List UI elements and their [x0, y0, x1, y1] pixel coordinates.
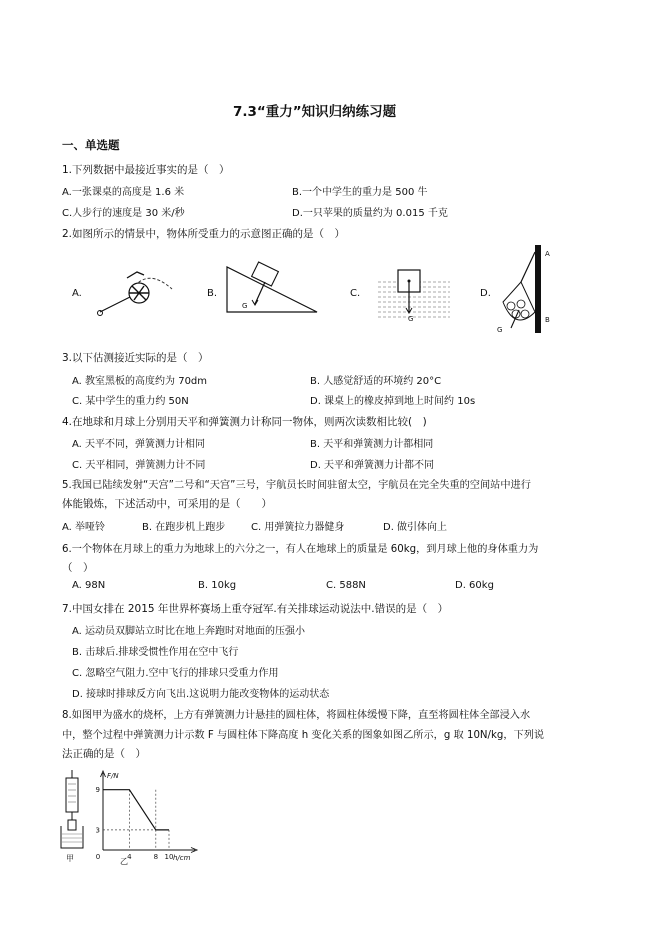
q3-option-a: A. 教室黑板的高度约为 70dm	[72, 376, 208, 387]
q2-figure-a	[92, 262, 187, 322]
q3-option-c: C. 某中学生的重力约 50N	[72, 396, 189, 407]
q2-figure-d	[495, 240, 565, 340]
chart-xtick-label: 0	[95, 853, 101, 861]
q2-b-weight-label: G	[242, 302, 248, 310]
q8-stem-line3: 法正确的是（ ）	[62, 748, 146, 760]
q2-d-label-b: B	[545, 316, 550, 324]
q1-stem: 1.下列数据中最接近事实的是（ ）	[62, 164, 230, 176]
q5-stem-line2: 体能锻炼，下述活动中，可采用的是（ ）	[62, 498, 272, 510]
section-heading: 一、单选题	[62, 138, 120, 152]
q8-yi-label: 乙	[120, 857, 128, 866]
q2-d-label-a: A	[545, 250, 550, 258]
q2-option-d: D.	[480, 288, 491, 299]
chart-series-line	[103, 790, 169, 830]
q2-option-c: C.	[350, 288, 361, 299]
q5-option-c: C. 用弹簧拉力器健身	[251, 522, 345, 533]
q1-option-c: C.人步行的速度是 30 米/秒	[62, 208, 185, 219]
chart-ytick-label: 9	[95, 786, 100, 795]
q5-option-b: B. 在跑步机上跑步	[142, 522, 226, 533]
q6-option-d: D. 60kg	[455, 580, 494, 591]
page-title: 7.3“重力”知识归纳练习题	[233, 104, 397, 120]
q1-option-a: A.一张课桌的高度是 1.6 米	[62, 187, 185, 198]
q2-figure-b	[222, 262, 327, 322]
q6-stem-line2: （ ）	[62, 562, 94, 574]
q2-stem: 2.如图所示的情景中，物体所受重力的示意图正确的是（ ）	[62, 228, 346, 240]
q8-stem-line2: 中，整个过程中弹簧测力计示数 F 与圆柱体下降高度 h 变化关系的图象如图乙所示，g 取 10N/kg，下列说	[62, 730, 545, 741]
q7-option-b: B. 击球后.排球受惯性作用在空中飞行	[72, 647, 239, 658]
q4-option-b: B. 天平和弹簧测力计都相同	[310, 439, 434, 450]
q6-stem-line1: 6.一个物体在月球上的重力为地球上的六分之一，有人在地球上的质量是 60kg，到月球上他的身体重力为	[62, 544, 539, 555]
q6-option-c: C. 588N	[326, 580, 366, 591]
q3-stem: 3.以下估测接近实际的是（ ）	[62, 352, 209, 364]
q7-option-a: A. 运动员双脚站立时比在地上奔跑时对地面的压强小	[72, 626, 306, 637]
chart-ytick-label: 3	[95, 826, 100, 835]
q2-figure-c	[368, 262, 458, 322]
q8-stem-line1: 8.如图甲为盛水的烧杯，上方有弹簧测力计悬挂的圆柱体，将圆柱体缓慢下降，直至将圆柱体全部浸入水	[62, 710, 531, 721]
q5-option-a: A. 举哑铃	[62, 522, 106, 533]
q8-figure-yi-chart	[95, 770, 205, 870]
chart-xtick-label: 10	[164, 853, 174, 861]
chart-xtick-label: 8	[153, 853, 159, 861]
q5-option-d: D. 做引体向上	[383, 522, 448, 533]
q2-option-b: B.	[207, 288, 218, 299]
q4-option-a: A. 天平不同，弹簧测力计相同	[72, 439, 206, 450]
chart-xlabel: h/cm	[173, 854, 191, 862]
chart-xtick-label: 4	[127, 853, 132, 861]
q5-stem-line1: 5.我国已陆续发射“天宫”二号和“天宫”三号，宇航员长时间驻留太空，宇航员在完全失重的空间站中进行	[62, 480, 531, 491]
q3-option-b: B. 人感觉舒适的环境约 20°C	[310, 376, 442, 387]
q2-option-a: A.	[72, 288, 82, 299]
q6-option-b: B. 10kg	[198, 580, 237, 591]
q6-option-a: A. 98N	[72, 580, 106, 591]
q1-option-b: B.一个中学生的重力是 500 牛	[292, 187, 428, 198]
q7-option-d: D. 接球时排球反方向飞出.这说明力能改变物体的运动状态	[72, 689, 330, 700]
q2-c-weight-label: G	[408, 315, 414, 323]
q8-jia-label: 甲	[66, 854, 74, 863]
q3-option-d: D. 课桌上的橡皮掉到地上时间约 10s	[310, 396, 476, 407]
q7-stem: 7.中国女排在 2015 年世界杯赛场上重夺冠军.有关排球运动说法中.错误的是（ ）	[62, 603, 449, 615]
q4-stem: 4.在地球和月球上分别用天平和弹簧测力计称同一物体，则两次读数相比较( )	[62, 416, 427, 428]
q1-option-d: D.一只苹果的质量约为 0.015 千克	[292, 208, 448, 219]
q4-option-d: D. 天平和弹簧测力计都不同	[310, 460, 435, 471]
q4-option-c: C. 天平相同，弹簧测力计不同	[72, 460, 206, 471]
q2-d-weight-label: G	[497, 326, 503, 334]
chart-ylabel: F/N	[107, 772, 119, 780]
q7-option-c: C. 忽略空气阻力.空中飞行的排球只受重力作用	[72, 668, 279, 679]
q8-figure-jia	[58, 770, 88, 865]
